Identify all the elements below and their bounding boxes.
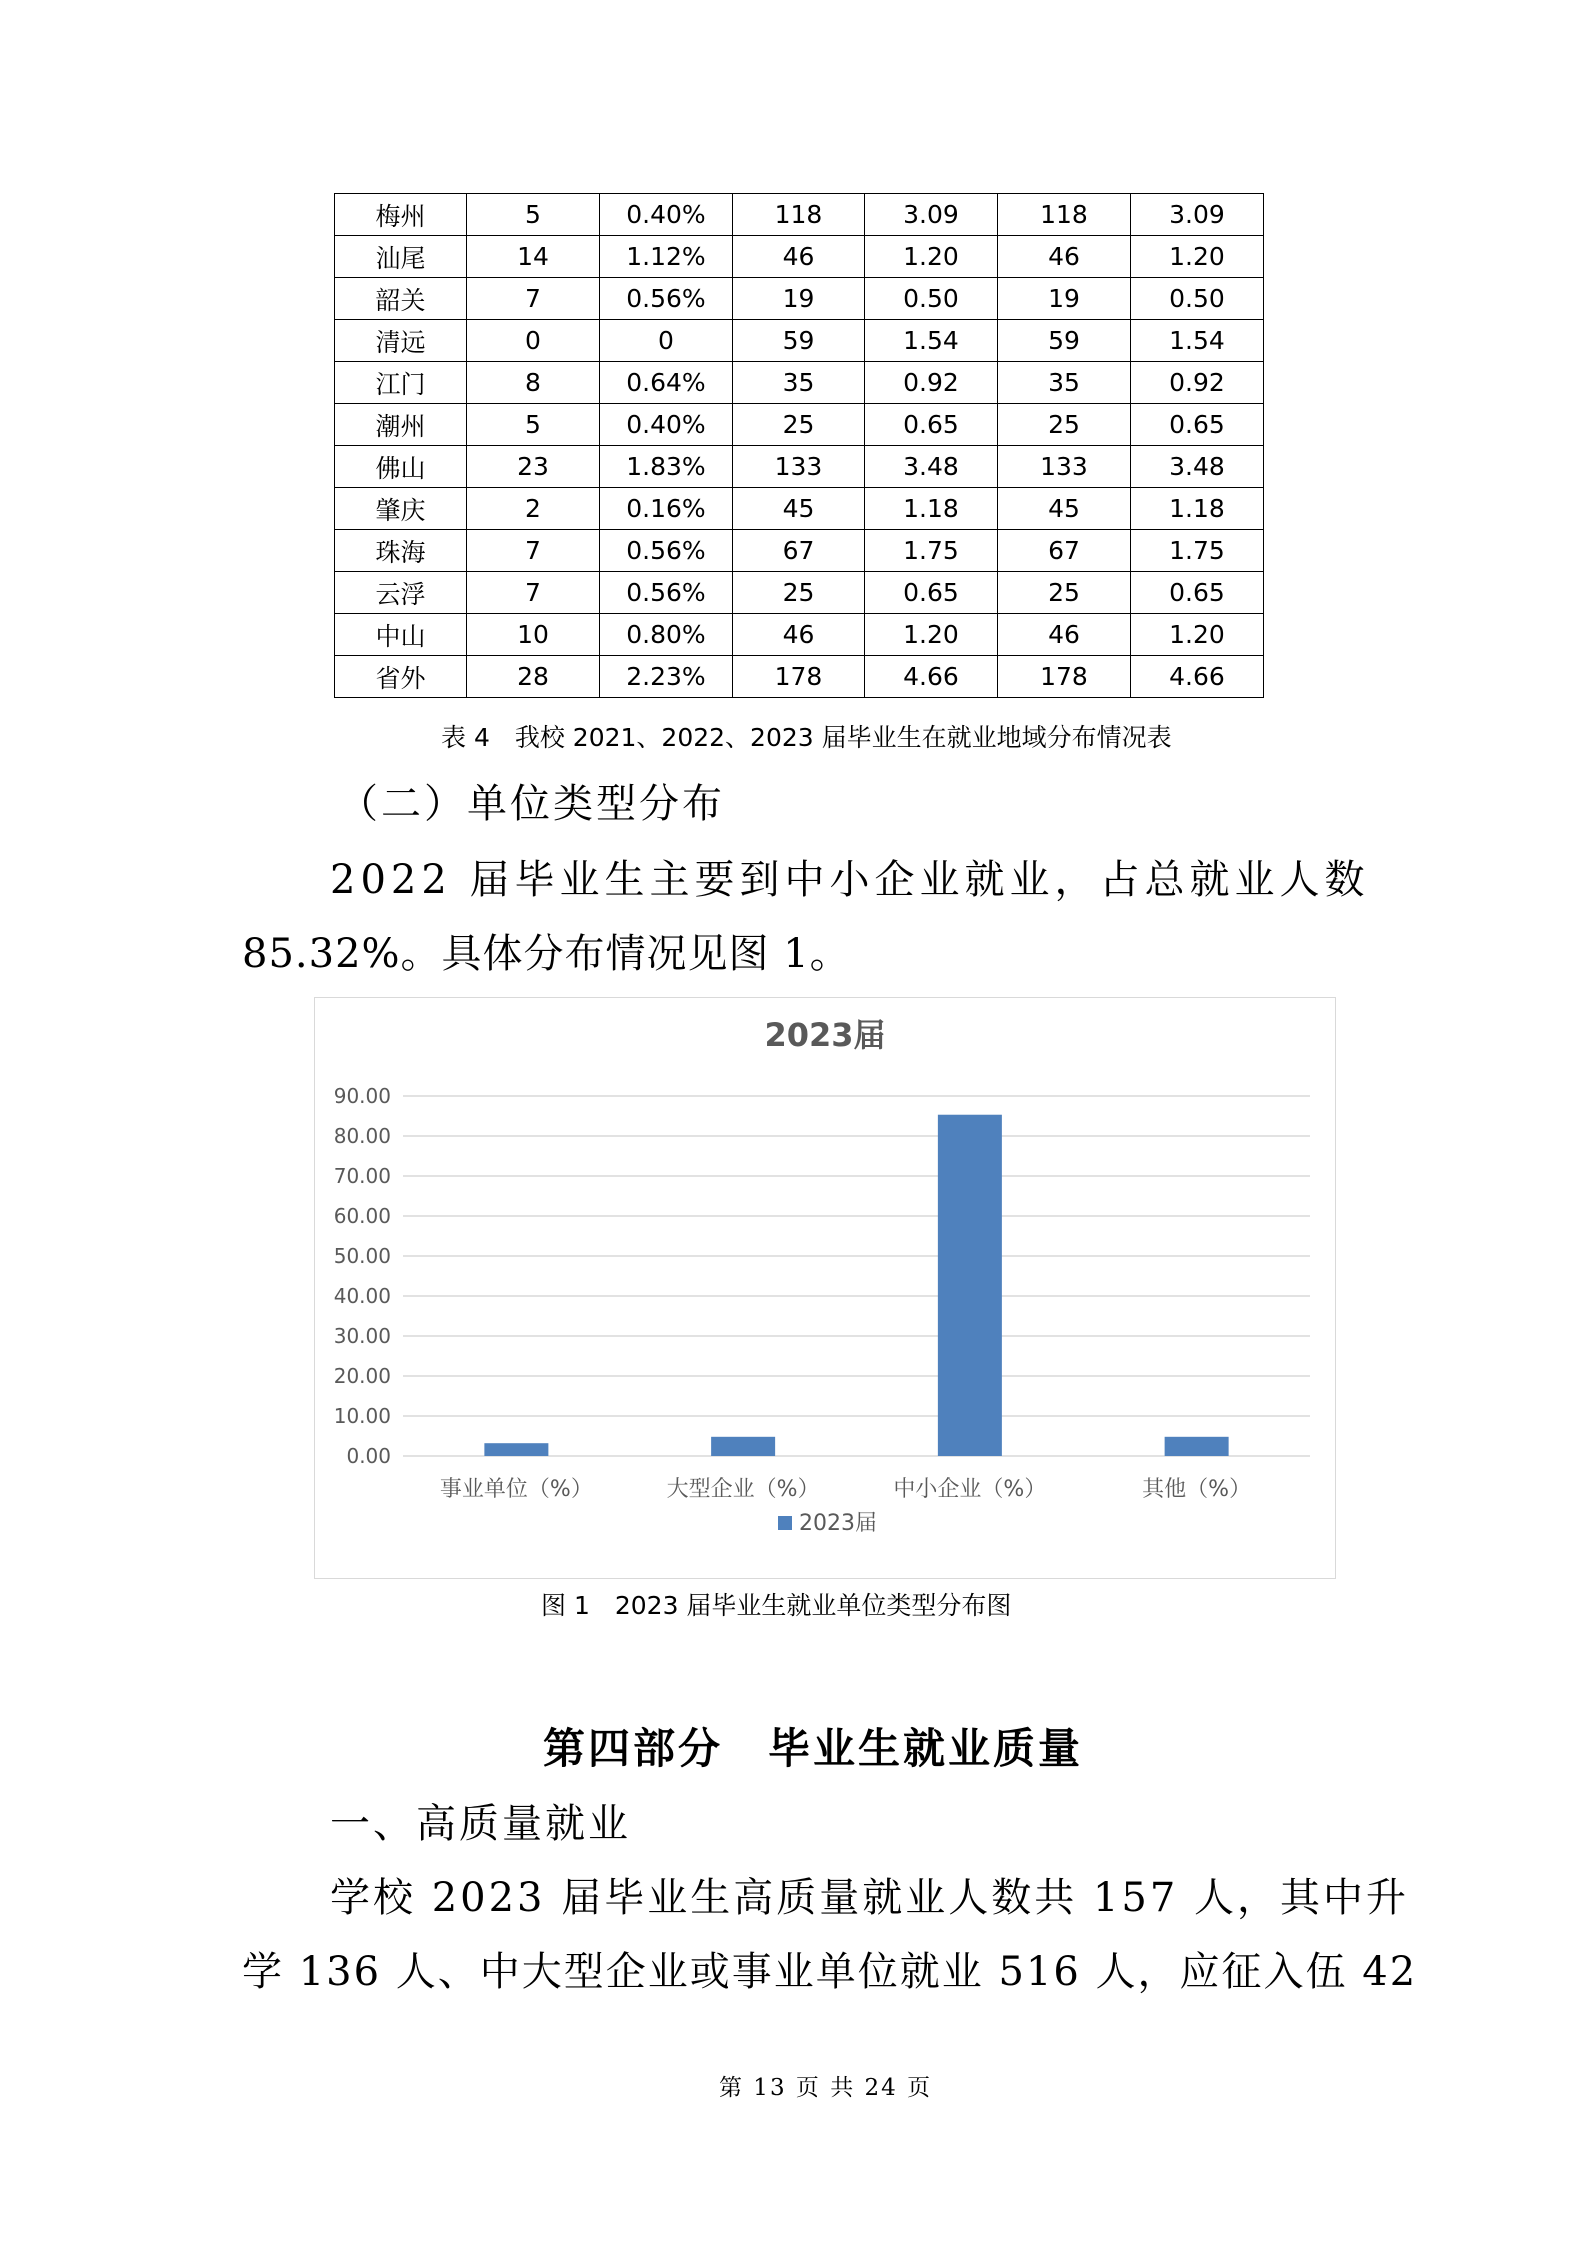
category-label: 大型企业（%）	[666, 1477, 820, 1502]
table-cell: 1.20	[1130, 614, 1263, 656]
table-cell: 1.20	[1130, 236, 1263, 278]
table-row	[335, 404, 1264, 446]
bar	[484, 1443, 548, 1456]
table-cell: 118	[732, 194, 864, 236]
region-name-cell: 梅州	[335, 194, 467, 236]
table-cell: 7	[466, 572, 599, 614]
table-cell: 2	[466, 488, 599, 530]
table-cell: 178	[997, 656, 1130, 698]
table-cell: 46	[732, 236, 864, 278]
sub-heading: 一、高质量就业	[330, 1801, 631, 1847]
table-row	[335, 614, 1264, 656]
figure-caption: 图 1 2023 届毕业生就业单位类型分布图	[541, 1591, 1012, 1620]
table-cell: 45	[732, 488, 864, 530]
table-cell: 178	[732, 656, 864, 698]
table-cell: 14	[466, 236, 599, 278]
chart-canvas	[315, 998, 1335, 1578]
table-cell: 0.40%	[599, 194, 732, 236]
y-tick-label: 20.00	[333, 1364, 391, 1388]
table-cell: 3.48	[1130, 446, 1263, 488]
region-name-cell: 省外	[335, 656, 467, 698]
y-tick-label: 30.00	[333, 1324, 391, 1348]
legend-label: 2023届	[799, 1511, 877, 1536]
table-cell: 4.66	[1130, 656, 1263, 698]
table-cell: 0.65	[1130, 404, 1263, 446]
table-cell: 46	[997, 236, 1130, 278]
table-cell: 1.20	[864, 236, 997, 278]
table-cell: 25	[732, 404, 864, 446]
region-name-cell: 中山	[335, 614, 467, 656]
table-cell: 28	[466, 656, 599, 698]
table-row	[335, 194, 1264, 236]
table-row	[335, 530, 1264, 572]
table-cell: 3.48	[864, 446, 997, 488]
table-cell: 2.23%	[599, 656, 732, 698]
table-row	[335, 236, 1264, 278]
table-cell: 23	[466, 446, 599, 488]
y-tick-label: 40.00	[333, 1284, 391, 1308]
region-name-cell: 佛山	[335, 446, 467, 488]
y-tick-label: 90.00	[333, 1084, 391, 1108]
y-tick-label: 60.00	[333, 1204, 391, 1228]
region-name-cell: 清远	[335, 320, 467, 362]
paragraph-line: 学校 2023 届毕业生高质量就业人数共 157 人，其中升	[330, 1875, 1410, 1921]
table-row	[335, 320, 1264, 362]
paragraph-line: 2022 届毕业生主要到中小企业就业，占总就业人数	[330, 857, 1370, 903]
table-cell: 0.16%	[599, 488, 732, 530]
table-cell: 46	[732, 614, 864, 656]
bar	[938, 1115, 1002, 1456]
table-row	[335, 362, 1264, 404]
table-cell: 46	[997, 614, 1130, 656]
table-row	[335, 656, 1264, 698]
region-name-cell: 珠海	[335, 530, 467, 572]
table-cell: 3.09	[864, 194, 997, 236]
table-cell: 25	[997, 404, 1130, 446]
table-cell: 59	[997, 320, 1130, 362]
table-cell: 1.18	[864, 488, 997, 530]
table-cell: 0.80%	[599, 614, 732, 656]
table-cell: 0.56%	[599, 278, 732, 320]
region-name-cell: 汕尾	[335, 236, 467, 278]
table-cell: 67	[997, 530, 1130, 572]
table-row	[335, 488, 1264, 530]
table-cell: 8	[466, 362, 599, 404]
table-cell: 1.83%	[599, 446, 732, 488]
table-caption: 表 4 我校 2021、2022、2023 届毕业生在就业地域分布情况表	[441, 723, 1172, 752]
table-cell: 0.56%	[599, 572, 732, 614]
table-row	[335, 278, 1264, 320]
table-cell: 59	[732, 320, 864, 362]
table-cell: 118	[997, 194, 1130, 236]
table-cell: 0.92	[1130, 362, 1263, 404]
bar-chart	[314, 997, 1336, 1579]
table-cell: 5	[466, 404, 599, 446]
table-cell: 25	[997, 572, 1130, 614]
table-cell: 19	[732, 278, 864, 320]
table-cell: 10	[466, 614, 599, 656]
table-row	[335, 572, 1264, 614]
legend-swatch	[778, 1516, 792, 1530]
table-cell: 0.65	[1130, 572, 1263, 614]
table-cell: 1.54	[1130, 320, 1263, 362]
table-cell: 35	[732, 362, 864, 404]
table-cell: 19	[997, 278, 1130, 320]
part-heading: 第四部分 毕业生就业质量	[543, 1724, 1084, 1773]
table-cell: 45	[997, 488, 1130, 530]
table-cell: 1.20	[864, 614, 997, 656]
table-cell: 7	[466, 530, 599, 572]
table-row	[335, 446, 1264, 488]
table-cell: 133	[732, 446, 864, 488]
table-cell: 7	[466, 278, 599, 320]
bar	[1165, 1437, 1229, 1456]
paragraph-line: 学 136 人、中大型企业或事业单位就业 516 人，应征入伍 42	[242, 1949, 1418, 1995]
table-cell: 0.65	[864, 404, 997, 446]
bar	[711, 1437, 775, 1456]
region-name-cell: 肇庆	[335, 488, 467, 530]
region-name-cell: 潮州	[335, 404, 467, 446]
table-cell: 0.56%	[599, 530, 732, 572]
table-cell: 0	[466, 320, 599, 362]
region-distribution-table	[334, 193, 1264, 698]
section-heading: （二）单位类型分布	[338, 781, 725, 827]
table-cell: 35	[997, 362, 1130, 404]
y-tick-label: 0.00	[346, 1444, 391, 1468]
region-name-cell: 江门	[335, 362, 467, 404]
table-cell: 0	[599, 320, 732, 362]
page-footer: 第 13 页 共 24 页	[719, 2075, 933, 2101]
table-cell: 4.66	[864, 656, 997, 698]
table-cell: 0.50	[1130, 278, 1263, 320]
table-cell: 1.12%	[599, 236, 732, 278]
region-name-cell: 韶关	[335, 278, 467, 320]
region-name-cell: 云浮	[335, 572, 467, 614]
table-cell: 25	[732, 572, 864, 614]
table-cell: 67	[732, 530, 864, 572]
y-tick-label: 80.00	[333, 1124, 391, 1148]
table-cell: 0.65	[864, 572, 997, 614]
category-label: 中小企业（%）	[893, 1477, 1047, 1502]
table-cell: 133	[997, 446, 1130, 488]
category-label: 事业单位（%）	[439, 1477, 593, 1502]
category-label: 其他（%）	[1142, 1477, 1252, 1502]
table-cell: 0.50	[864, 278, 997, 320]
table-cell: 5	[466, 194, 599, 236]
y-tick-label: 50.00	[333, 1244, 391, 1268]
table-cell: 1.54	[864, 320, 997, 362]
y-tick-label: 10.00	[333, 1404, 391, 1428]
table-cell: 1.75	[1130, 530, 1263, 572]
table-cell: 0.40%	[599, 404, 732, 446]
table-cell: 0.92	[864, 362, 997, 404]
table-cell: 1.75	[864, 530, 997, 572]
table-cell: 3.09	[1130, 194, 1263, 236]
table-cell: 1.18	[1130, 488, 1263, 530]
paragraph-line: 85.32%。具体分布情况见图 1。	[242, 931, 851, 977]
chart-title: 2023届	[764, 1016, 886, 1054]
y-tick-label: 70.00	[333, 1164, 391, 1188]
table-cell: 0.64%	[599, 362, 732, 404]
table-body	[335, 194, 1264, 698]
